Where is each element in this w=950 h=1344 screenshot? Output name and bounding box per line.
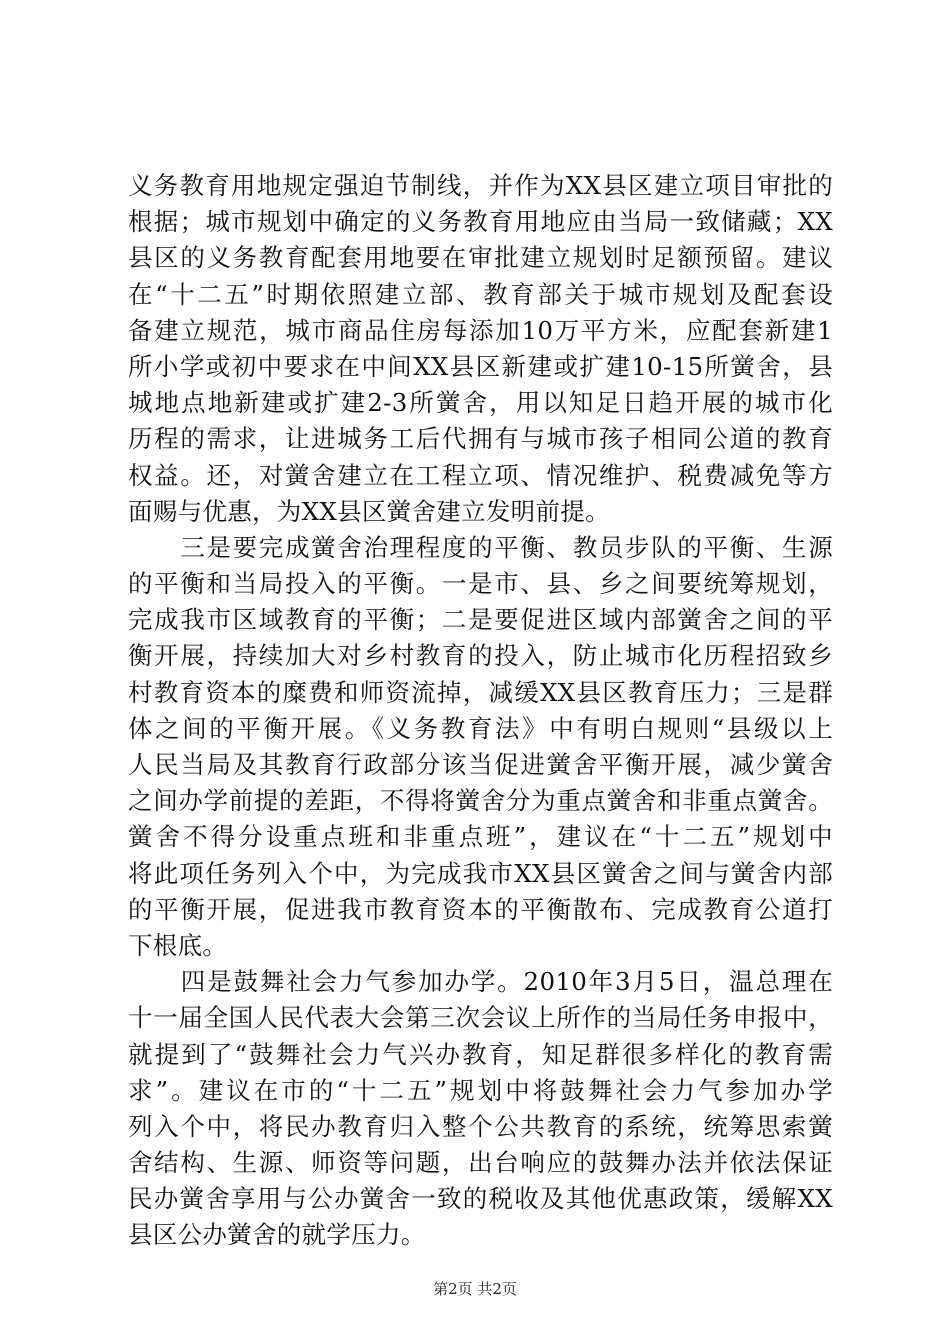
text-line: 县区的义务教育配套用地要在审批建立规划时足额预留。建议 — [128, 243, 833, 273]
text-line: 城地点地新建或扩建2-3所黉舍，用以知足日趋开展的城市化 — [128, 388, 833, 418]
text-line: 列入个中，将民办教育归入整个公共教育的系统，统筹思索黉 — [128, 1111, 833, 1141]
text-line: 完成我市区域教育的平衡；二是要促进区域内部黉舍之间的平 — [128, 605, 833, 635]
paragraph-3 — [128, 964, 833, 1254]
text-line: 根据；城市规划中确定的义务教育用地应由当局一致储藏；XX — [128, 207, 833, 237]
text-line: 将此项任务列入个中，为完成我市XX县区黉舍之间与黉舍内部 — [128, 858, 833, 888]
text-line: 民办黉舍享用与公办黉舍一致的税收及其他优惠政策，缓解XX — [128, 1184, 833, 1214]
text-line: 衡开展，持续加大对乡村教育的投入，防止城市化历程招致乡 — [128, 641, 833, 671]
page-number: 第2页 — [433, 1280, 473, 1298]
text-line: 历程的需求，让进城务工后代拥有与城市孩子相同公道的教育 — [128, 424, 833, 454]
text-line: 权益。还，对黉舍建立在工程立项、情况维护、税费减免等方 — [128, 460, 833, 490]
text-line: 面赐与优惠，为XX县区黉舍建立发明前提。 — [128, 496, 610, 526]
paragraph-2 — [128, 530, 833, 964]
text-line: 的平衡和当局投入的平衡。一是市、县、乡之间要统筹规划， — [128, 569, 833, 599]
page-footer — [0, 1278, 950, 1299]
text-line: 备建立规范，城市商品住房每添加10万平方米，应配套新建1 — [128, 315, 833, 345]
text-line: 下根底。 — [128, 930, 228, 960]
text-line: 县区公办黉舍的就学压力。 — [128, 1220, 426, 1250]
text-line: 就提到了“鼓舞社会力气兴办教育，知足群很多样化的教育需 — [128, 1039, 833, 1069]
text-line: 在“十二五”时期依照建立部、教育部关于城市规划及配套设 — [128, 279, 833, 309]
text-line: 求”。建议在市的“十二五”规划中将鼓舞社会力气参加办学 — [128, 1075, 833, 1105]
page-total: 共2页 — [477, 1280, 517, 1298]
text-line: 黉舍不得分设重点班和非重点班”，建议在“十二五”规划中 — [128, 822, 833, 852]
text-line: 的平衡开展，促进我市教育资本的平衡散布、完成教育公道打 — [128, 894, 833, 924]
text-line: 舍结构、生源、师资等问题，出台响应的鼓舞办法并依法保证 — [128, 1148, 833, 1178]
text-line: 村教育资本的糜费和师资流掉，减缓XX县区教育压力；三是群 — [128, 677, 833, 707]
text-line: 体之间的平衡开展。《义务教育法》中有明白规则“县级以上 — [128, 713, 833, 743]
paragraph-1 — [128, 168, 833, 530]
document-body — [128, 168, 833, 1254]
text-line: 所小学或初中要求在中间XX县区新建或扩建10-15所黉舍，县 — [128, 351, 833, 381]
text-line: 三是要完成黉舍治理程度的平衡、教员步队的平衡、生源 — [128, 532, 833, 562]
text-line: 十一届全国人民代表大会第三次会议上所作的当局任务申报中， — [128, 1003, 833, 1033]
text-line: 之间办学前提的差距，不得将黉舍分为重点黉舍和非重点黉舍。 — [128, 786, 833, 816]
text-line: 义务教育用地规定强迫节制线，并作为XX县区建立项目审批的 — [128, 171, 833, 200]
text-line: 人民当局及其教育行政部分该当促进黉舍平衡开展，减少黉舍 — [128, 750, 833, 779]
text-line: 四是鼓舞社会力气参加办学。2010年3月5日，温总理在 — [128, 967, 833, 997]
